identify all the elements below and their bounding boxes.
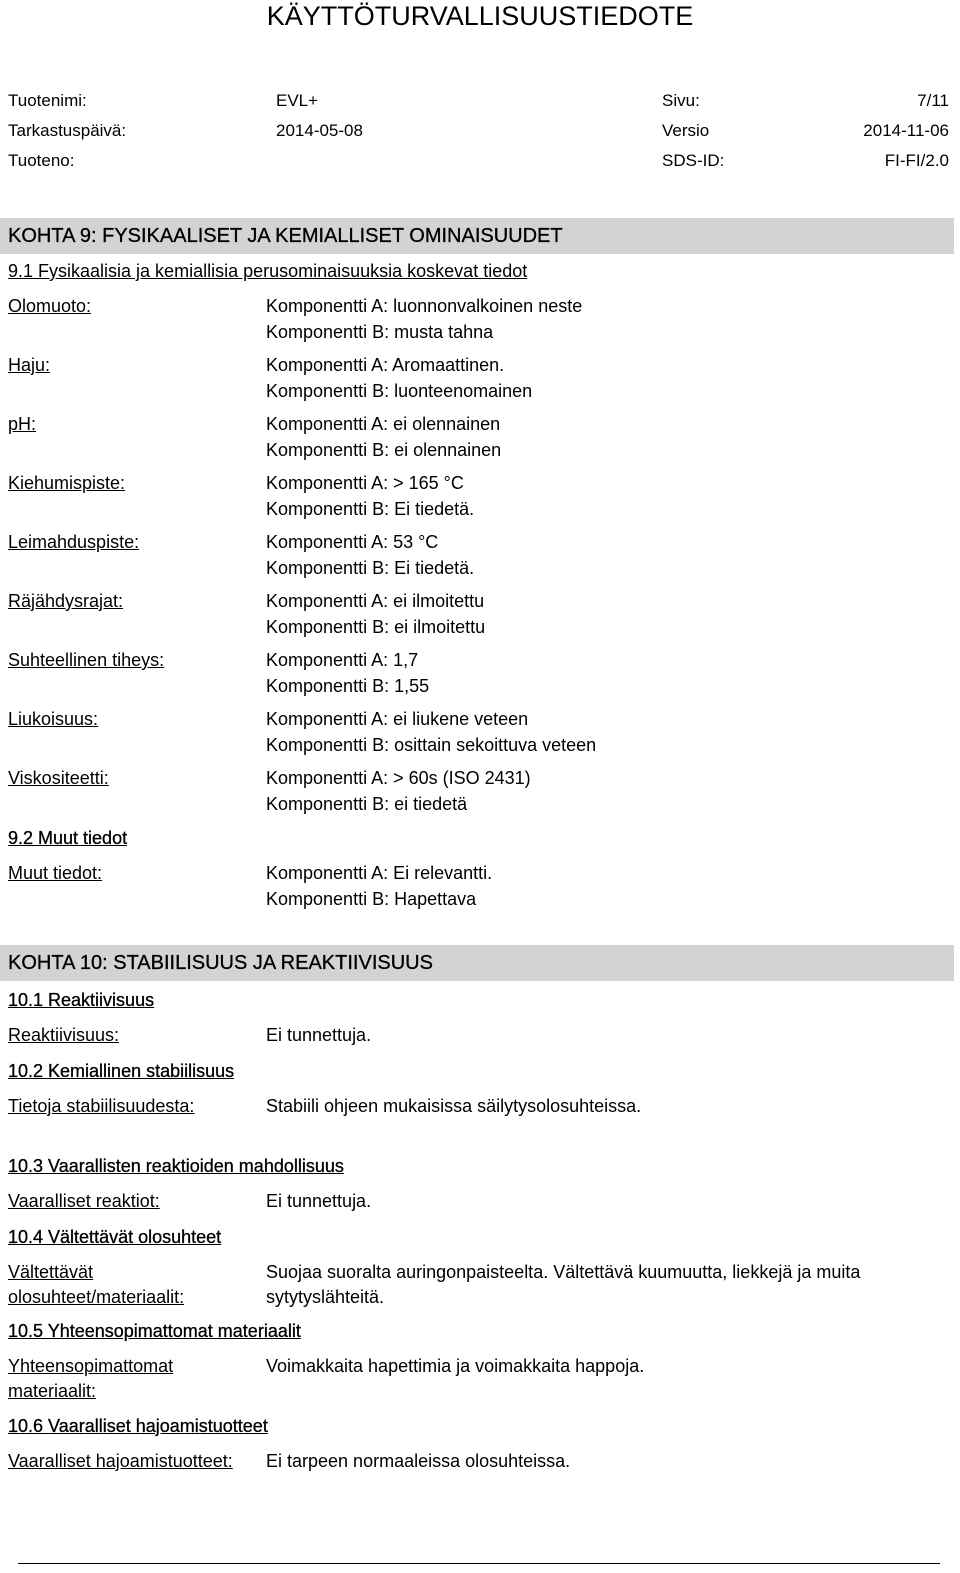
footer-divider: [18, 1563, 940, 1564]
subsection-10-5-title: 10.5 Yhteensopimattomat materiaalit: [8, 1321, 301, 1341]
property-value-a: Komponentti A: ei liukene veteen: [266, 709, 529, 729]
property-value-a: Komponentti A: ei olennainen: [266, 414, 501, 434]
property-label: Räjähdysrajat:: [8, 591, 124, 611]
property-label: Leimahduspiste:: [8, 532, 140, 552]
property-label: Suhteellinen tiheys:: [8, 650, 165, 670]
property-value-a: Komponentti A: Aromaattinen.: [266, 355, 505, 375]
property-value-b: Komponentti B: Ei tiedetä.: [266, 499, 475, 519]
conditions-to-avoid-label-line1: Vältettävät: [8, 1262, 94, 1282]
product-name-label: Tuotenimi:: [8, 91, 87, 110]
decomposition-products-label: Vaaralliset hajoamistuotteet:: [8, 1451, 233, 1471]
conditions-to-avoid-label-line2: olosuhteet/materiaalit:: [8, 1287, 185, 1307]
property-label: Kiehumispiste:: [8, 473, 126, 493]
sds-id-value: FI-FI/2.0: [884, 151, 949, 170]
sds-id-label: SDS-ID:: [662, 151, 725, 170]
property-value-a: Komponentti A: > 165 °C: [266, 473, 464, 493]
conditions-to-avoid-value-line2: sytytyslähteitä.: [266, 1287, 385, 1307]
incompatible-materials-label-line1: Yhteensopimattomat: [8, 1356, 174, 1376]
conditions-to-avoid-value-line1: Suojaa suoralta auringonpaisteelta. Vältettävä kuumuutta, liekkejä ja muita: [266, 1262, 861, 1282]
property-value-b: Komponentti B: ei ilmoitettu: [266, 617, 486, 637]
section-9-heading-bar: [0, 218, 954, 254]
property-value-a: Komponentti A: > 60s (ISO 2431): [266, 768, 531, 788]
property-label: Viskositeetti:: [8, 768, 109, 788]
hazardous-reactions-value: Ei tunnettuja.: [266, 1191, 372, 1211]
section-9-heading: KOHTA 9: FYSIKAALISET JA KEMIALLISET OMINAISUUDET: [8, 225, 563, 247]
property-value-a: Komponentti A: 53 °C: [266, 532, 439, 552]
property-label: pH:: [8, 414, 37, 434]
property-value-b: Komponentti B: ei olennainen: [266, 440, 502, 460]
decomposition-products-value: Ei tarpeen normaaleissa olosuhteissa.: [266, 1451, 571, 1471]
revision-date-label: Tarkastuspäivä:: [8, 121, 127, 140]
section-10-heading: KOHTA 10: STABIILISUUS JA REAKTIIVISUUS: [8, 952, 433, 974]
hazardous-reactions-label: Vaaralliset reaktiot:: [8, 1191, 160, 1211]
subsection-10-4-title: 10.4 Vältettävät olosuhteet: [8, 1227, 222, 1247]
incompatible-materials-label-line2: materiaalit:: [8, 1381, 97, 1401]
product-number-label: Tuoteno:: [8, 151, 75, 170]
property-value-a: Komponentti A: 1,7: [266, 650, 419, 670]
subsection-10-3-title: 10.3 Vaarallisten reaktioiden mahdollisuus: [8, 1156, 344, 1176]
subsection-10-6-title: 10.6 Vaaralliset hajoamistuotteet: [8, 1416, 268, 1436]
incompatible-materials-value: Voimakkaita hapettimia ja voimakkaita happoja.: [266, 1356, 645, 1376]
section-10-heading-bar: [0, 945, 954, 981]
page-value: 7/11: [917, 91, 949, 110]
document-title: KÄYTTÖTURVALLISUUSTIEDOTE: [266, 1, 694, 31]
property-label: Olomuoto:: [8, 296, 92, 316]
reactivity-label: Reaktiivisuus:: [8, 1025, 120, 1045]
property-value-b: Komponentti B: osittain sekoittuva veteen: [266, 735, 597, 755]
property-value-b: Komponentti B: luonteenomainen: [266, 381, 533, 401]
subsection-10-2-title: 10.2 Kemiallinen stabiilisuus: [8, 1061, 235, 1081]
property-value-b: Komponentti B: musta tahna: [266, 322, 494, 342]
property-value-b: Komponentti B: 1,55: [266, 676, 430, 696]
subsection-9-1-title: 9.1 Fysikaalisia ja kemiallisia perusominaisuuksia koskevat tiedot: [8, 261, 528, 281]
other-info-label: Muut tiedot:: [8, 863, 103, 883]
other-info-value-b: Komponentti B: Hapettava: [266, 889, 477, 909]
property-value-b: Komponentti B: Ei tiedetä.: [266, 558, 475, 578]
version-label: Versio: [662, 121, 710, 140]
revision-date-value: 2014-05-08: [276, 121, 363, 140]
subsection-9-2-title: 9.2 Muut tiedot: [8, 828, 128, 848]
property-label: Haju:: [8, 355, 51, 375]
subsection-10-1-title: 10.1 Reaktiivisuus: [8, 990, 155, 1010]
property-label: Liukoisuus:: [8, 709, 99, 729]
property-value-b: Komponentti B: ei tiedetä: [266, 794, 468, 814]
other-info-value-a: Komponentti A: Ei relevantti.: [266, 863, 493, 883]
stability-label: Tietoja stabiilisuudesta:: [8, 1096, 195, 1116]
page-label: Sivu:: [662, 91, 700, 110]
property-value-a: Komponentti A: luonnonvalkoinen neste: [266, 296, 583, 316]
product-name-value: EVL+: [276, 91, 319, 110]
property-value-a: Komponentti A: ei ilmoitettu: [266, 591, 485, 611]
reactivity-value: Ei tunnettuja.: [266, 1025, 372, 1045]
stability-value: Stabiili ohjeen mukaisissa säilytysolosuhteissa.: [266, 1096, 642, 1116]
version-value: 2014-11-06: [863, 121, 949, 140]
